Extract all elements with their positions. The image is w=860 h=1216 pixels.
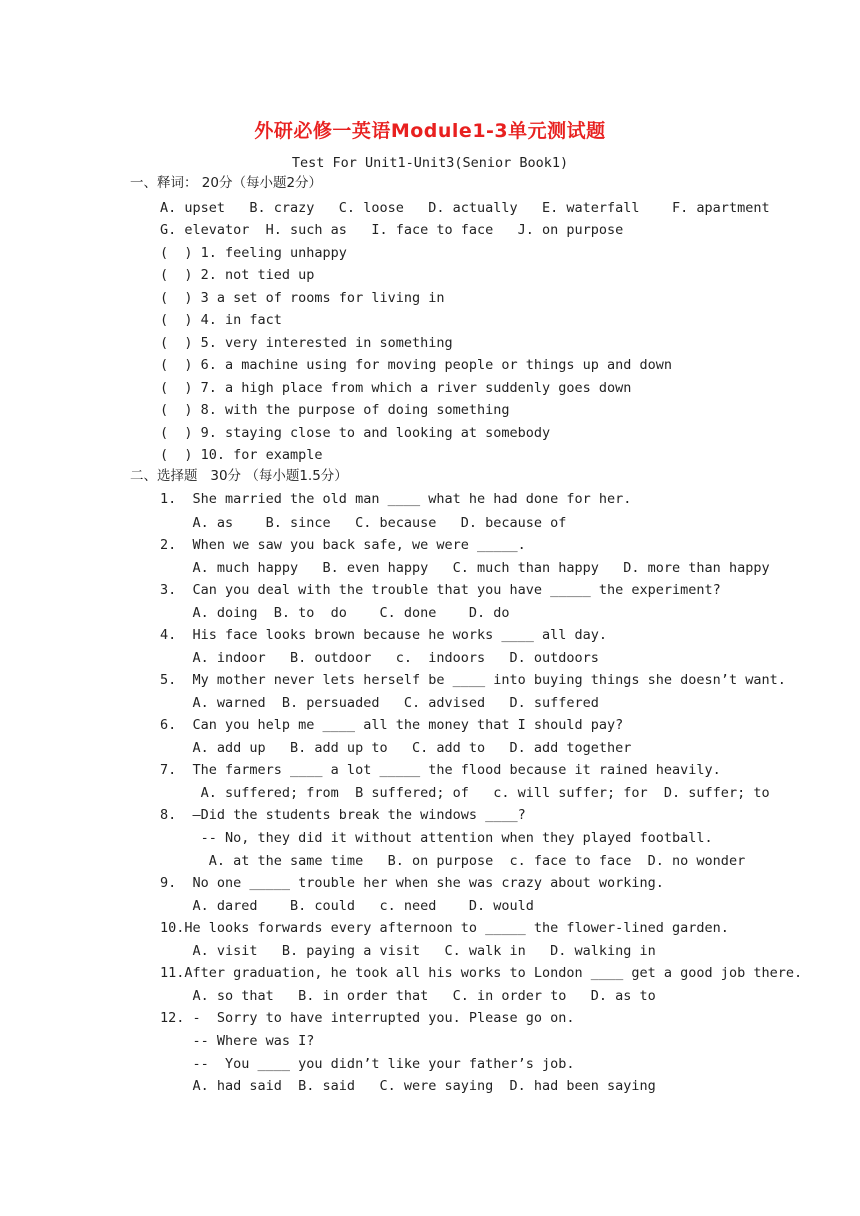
question-options: A. visit B. paying a visit C. walk in D. walking in — [160, 943, 656, 959]
question-line: 11.After graduation, he took all his works to London ____ get a good job there. — [160, 965, 803, 981]
question-options: A. at the same time B. on purpose c. face to face D. no wonder — [160, 853, 746, 869]
vocab-item: ( ) 4. in fact — [160, 312, 282, 328]
vocab-item: ( ) 9. staying close to and looking at somebody — [160, 425, 551, 441]
question-options: A. dared B. could c. need D. would — [160, 898, 534, 914]
section1-heading: 一、释词： 20分（每小题2分） — [130, 175, 323, 191]
question-line: 7. The farmers ____ a lot _____ the flood because it rained heavily. — [160, 762, 721, 778]
vocab-item: ( ) 5. very interested in something — [160, 335, 453, 351]
question-options: A. had said B. said C. were saying D. had been saying — [160, 1078, 656, 1094]
question-line: 4. His face looks brown because he works ____ all day. — [160, 627, 608, 643]
question-options: A. doing B. to do C. done D. do — [160, 605, 510, 621]
section2-heading: 二、选择题 30分 （每小题1.5分） — [130, 468, 348, 484]
question-line: 5. My mother never lets herself be ____ into buying things she doesn’t want. — [160, 672, 786, 688]
question-options: A. warned B. persuaded C. advised D. suffered — [160, 695, 599, 711]
question-options: A. suffered; from B suffered; of c. will suffer; for D. suffer; to — [160, 785, 770, 801]
question-options: A. indoor B. outdoor c. indoors D. outdoors — [160, 650, 599, 666]
page-title: 外研必修一英语Module1-3单元测试题 — [254, 120, 606, 142]
vocab-item: ( ) 1. feeling unhappy — [160, 245, 347, 261]
question-line: 10.He looks forwards every afternoon to _____ the flower-lined garden. — [160, 920, 729, 936]
question-line: 1. She married the old man ____ what he had done for her. — [160, 491, 632, 507]
question-line: 9. No one _____ trouble her when she was crazy about working. — [160, 875, 664, 891]
vocab-item: ( ) 6. a machine using for moving people or things up and down — [160, 357, 673, 373]
vocab-item: ( ) 2. not tied up — [160, 267, 315, 283]
section1-options-row2: G. elevator H. such as I. face to face J. on purpose — [160, 222, 624, 238]
vocab-item: ( ) 8. with the purpose of doing something — [160, 402, 510, 418]
vocab-item: ( ) 10. for example — [160, 447, 323, 463]
question-line: 2. When we saw you back safe, we were _____. — [160, 537, 526, 553]
question-line: 6. Can you help me ____ all the money that I should pay? — [160, 717, 624, 733]
question-line: -- No, they did it without attention when they played football. — [160, 830, 713, 846]
question-line: 12. - Sorry to have interrupted you. Please go on. — [160, 1010, 575, 1026]
question-options: A. as B. since C. because D. because of — [160, 515, 567, 531]
vocab-item: ( ) 7. a high place from which a river suddenly goes down — [160, 380, 632, 396]
question-options: A. much happy B. even happy C. much than happy D. more than happy — [160, 560, 770, 576]
page-subtitle: Test For Unit1-Unit3(Senior Book1) — [291, 155, 569, 171]
question-line: 3. Can you deal with the trouble that you have _____ the experiment? — [160, 582, 721, 598]
question-options: A. add up B. add up to C. add to D. add together — [160, 740, 632, 756]
question-options: A. so that B. in order that C. in order to D. as to — [160, 988, 656, 1004]
section1-options-row1: A. upset B. crazy C. loose D. actually E. waterfall F. apartment — [160, 200, 770, 216]
question-line: -- You ____ you didn’t like your father’s job. — [160, 1056, 575, 1072]
question-line: -- Where was I? — [160, 1033, 315, 1049]
vocab-item: ( ) 3 a set of rooms for living in — [160, 290, 445, 306]
question-line: 8. –Did the students break the windows ____? — [160, 807, 526, 823]
